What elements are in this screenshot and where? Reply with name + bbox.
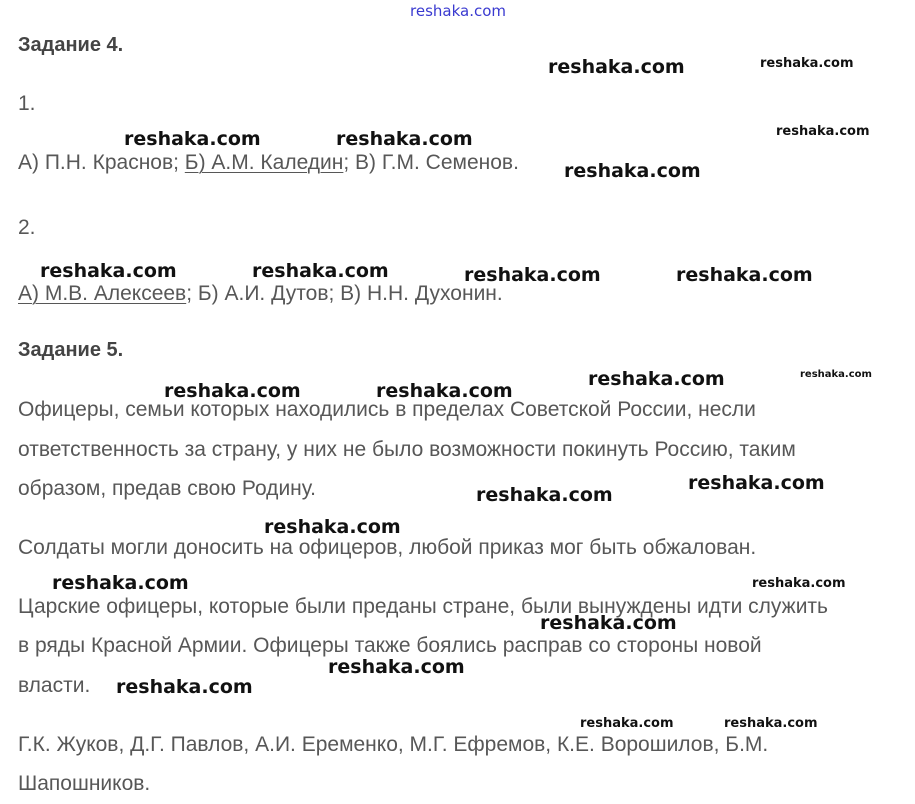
watermark: reshaka.com: [588, 368, 725, 390]
watermark: reshaka.com: [724, 716, 818, 731]
question-2-number: 2.: [18, 216, 36, 239]
watermark: reshaka.com: [800, 369, 872, 380]
watermark: reshaka.com: [688, 472, 825, 494]
watermark: reshaka.com: [116, 676, 253, 698]
watermark: reshaka.com: [464, 264, 601, 286]
paragraph-line: Солдаты могли доносить на офицеров, любой приказ мог быть обжалован.: [18, 536, 757, 559]
watermark: reshaka.com: [676, 264, 813, 286]
watermark: reshaka.com: [476, 484, 613, 506]
watermark: reshaka.com: [548, 56, 685, 78]
answer-option: ; Б) А.И. Дутов; В) Н.Н. Духонин.: [186, 282, 503, 305]
paragraph-line: власти.: [18, 674, 91, 697]
answer-option-selected: А) М.В. Алексеев: [18, 282, 187, 305]
paragraph-line: Г.К. Жуков, Д.Г. Павлов, А.И. Еременко, М.Г. Ефремов, К.Е. Ворошилов, Б.М.: [18, 733, 769, 756]
task4-heading: Задание 4.: [18, 34, 124, 56]
answer-option: А) П.Н. Краснов;: [18, 151, 185, 174]
answer-option-selected: Б) А.М. Каледин: [184, 151, 344, 174]
paragraph-line: Офицеры, семьи которых находились в пределах Советской России, несли: [18, 398, 756, 421]
watermark: reshaka.com: [52, 572, 189, 594]
watermark: reshaka.com: [752, 576, 846, 591]
watermark: reshaka.com: [410, 2, 506, 20]
question-2-answers: [18, 282, 503, 306]
watermark: reshaka.com: [564, 160, 701, 182]
watermark: reshaka.com: [264, 516, 401, 538]
watermark: reshaka.com: [580, 716, 674, 731]
watermark: reshaka.com: [776, 124, 870, 139]
watermark: reshaka.com: [40, 260, 177, 282]
paragraph-line: образом, предав свою Родину.: [18, 477, 316, 500]
watermark: reshaka.com: [164, 380, 301, 402]
question-1-answers: [18, 151, 519, 175]
watermark: reshaka.com: [124, 128, 261, 150]
watermark: reshaka.com: [328, 656, 465, 678]
paragraph-line: Шапошников.: [18, 772, 151, 795]
watermark: reshaka.com: [252, 260, 389, 282]
watermark: reshaka.com: [760, 56, 854, 71]
watermark: reshaka.com: [336, 128, 473, 150]
paragraph-line: в ряды Красной Армии. Офицеры также боялись расправ со стороны новой: [18, 634, 762, 657]
question-1-number: 1.: [18, 92, 36, 115]
watermark: reshaka.com: [540, 612, 677, 634]
task5-heading: Задание 5.: [18, 339, 124, 361]
paragraph-line: ответственность за страну, у них не было возможности покинуть Россию, таким: [18, 438, 796, 461]
answer-option: ; В) Г.М. Семенов.: [343, 151, 519, 174]
watermark: reshaka.com: [376, 380, 513, 402]
paragraph-line: Царские офицеры, которые были преданы стране, были вынуждены идти служить: [18, 595, 828, 618]
